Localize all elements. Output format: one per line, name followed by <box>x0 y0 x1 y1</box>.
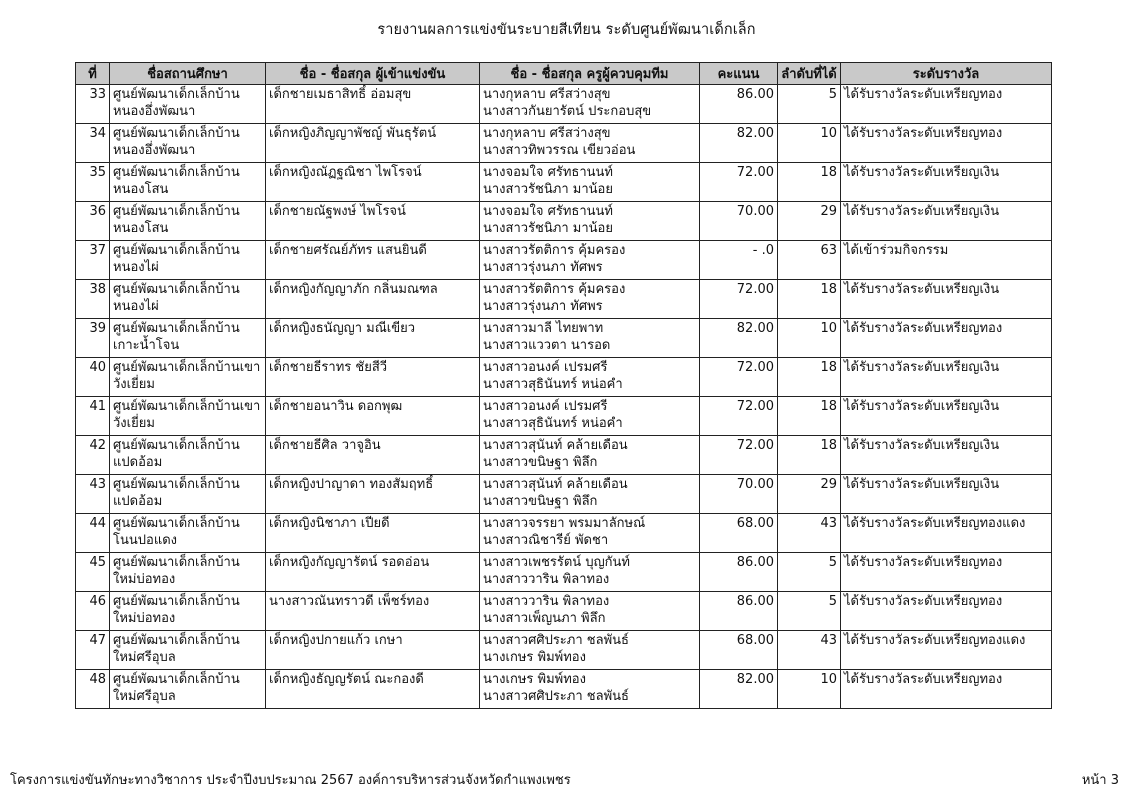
student-name: เด็กหญิงธนัญญา มณีเขียว <box>266 319 480 358</box>
row-number: 38 <box>76 280 110 319</box>
student-name: เด็กชายศรัณย์ภัทร แสนยินดี <box>266 241 480 280</box>
teacher-names <box>480 241 700 280</box>
row-number: 41 <box>76 397 110 436</box>
row-number: 37 <box>76 241 110 280</box>
table-row <box>76 358 1052 397</box>
table-row <box>76 319 1052 358</box>
rank: 18 <box>778 397 841 436</box>
school-name-line: โนนปอแดง <box>113 533 177 548</box>
rank: 43 <box>778 514 841 553</box>
teacher-name-line: นางสาวสุนันท์ คล้ายเดือน <box>483 477 628 492</box>
teacher-name-line: นางสาวขนิษฐา พิลึก <box>483 455 598 470</box>
rank: 18 <box>778 436 841 475</box>
row-number: 48 <box>76 670 110 709</box>
score: 86.00 <box>700 592 778 631</box>
school-name-line: ศูนย์พัฒนาเด็กเล็กบ้าน <box>113 321 240 336</box>
teacher-names <box>480 514 700 553</box>
rank: 10 <box>778 670 841 709</box>
table-row <box>76 553 1052 592</box>
row-number: 45 <box>76 553 110 592</box>
school-name <box>110 124 266 163</box>
teacher-name-line: นางสาววาริน พิลาทอง <box>483 594 610 609</box>
award-level: ได้เข้าร่วมกิจกรรม <box>841 241 1052 280</box>
score: 72.00 <box>700 280 778 319</box>
school-name-line: วังเยี่ยม <box>113 416 155 431</box>
student-name: เด็กหญิงกัญญาภัก กลิ่นมณฑล <box>266 280 480 319</box>
table-row <box>76 514 1052 553</box>
school-name-line: ศูนย์พัฒนาเด็กเล็กบ้านเขา <box>113 360 261 375</box>
school-name-line: ศูนย์พัฒนาเด็กเล็กบ้าน <box>113 516 240 531</box>
award-level: ได้รับรางวัลระดับเหรียญทองแดง <box>841 631 1052 670</box>
student-name: เด็กหญิงณัฏฐณิชา ไพโรจน์ <box>266 163 480 202</box>
teacher-name-line: นางสาวมาลี ไทยพาท <box>483 321 604 336</box>
school-name-line: ใหม่บ่อทอง <box>113 572 176 587</box>
row-number: 40 <box>76 358 110 397</box>
school-name <box>110 514 266 553</box>
school-name <box>110 280 266 319</box>
school-name-line: ศูนย์พัฒนาเด็กเล็กบ้านเขา <box>113 399 261 414</box>
school-name-line: หนองไผ่ <box>113 260 159 275</box>
row-number: 34 <box>76 124 110 163</box>
award-level: ได้รับรางวัลระดับเหรียญทอง <box>841 319 1052 358</box>
teacher-name-line: นางสาวรัชนิภา มาน้อย <box>483 182 613 197</box>
student-name: เด็กหญิงปกายแก้ว เกษา <box>266 631 480 670</box>
teacher-name-line: นางสาวณิชารีย์ พัดชา <box>483 533 609 548</box>
teacher-name-line: นางสาวศศิประภา ชลพันธ์ <box>483 633 629 648</box>
school-name-line: ศูนย์พัฒนาเด็กเล็กบ้าน <box>113 438 240 453</box>
table-row <box>76 397 1052 436</box>
teacher-name-line: นางสาวรัตติการ คุ้มครอง <box>483 282 626 297</box>
award-level: ได้รับรางวัลระดับเหรียญเงิน <box>841 475 1052 514</box>
school-name-line: หนองอึ่งพัฒนา <box>113 104 196 119</box>
school-name <box>110 592 266 631</box>
award-level: ได้รับรางวัลระดับเหรียญทอง <box>841 553 1052 592</box>
school-name-line: ศูนย์พัฒนาเด็กเล็กบ้าน <box>113 126 240 141</box>
teacher-name-line: นางเกษร พิมพ์ทอง <box>483 650 586 665</box>
school-name-line: ศูนย์พัฒนาเด็กเล็กบ้าน <box>113 243 240 258</box>
student-name: เด็กหญิงภิญญาพัชญ์ พันธุรัตน์ <box>266 124 480 163</box>
teacher-names <box>480 592 700 631</box>
school-name <box>110 163 266 202</box>
award-level: ได้รับรางวัลระดับเหรียญเงิน <box>841 358 1052 397</box>
teacher-name-line: นางสาวศศิประภา ชลพันธ์ <box>483 689 629 704</box>
school-name-line: ใหม่ศรีอุบล <box>113 650 176 665</box>
teacher-names <box>480 358 700 397</box>
teacher-name-line: นางกุหลาบ ศรีสว่างสุข <box>483 87 611 102</box>
student-name: เด็กหญิงปาญาดา ทองสัมฤทธิ์ <box>266 475 480 514</box>
rank: 5 <box>778 553 841 592</box>
school-name-line: ศูนย์พัฒนาเด็กเล็กบ้าน <box>113 633 240 648</box>
col-header-teacher: ชื่อ - ชื่อสกุล ครูผู้ควบคุมทีม <box>480 63 700 85</box>
student-name: เด็กหญิงนิชาภา เปียดี <box>266 514 480 553</box>
school-name-line: แปดอ้อม <box>113 494 163 509</box>
school-name <box>110 319 266 358</box>
teacher-name-line: นางสาวเพ็ญนภา พิลึก <box>483 611 606 626</box>
teacher-name-line: นางสาวแววตา นารอด <box>483 338 611 353</box>
school-name-line: ศูนย์พัฒนาเด็กเล็กบ้าน <box>113 477 240 492</box>
score: 68.00 <box>700 514 778 553</box>
school-name-line: ศูนย์พัฒนาเด็กเล็กบ้าน <box>113 165 240 180</box>
row-number: 43 <box>76 475 110 514</box>
teacher-names <box>480 85 700 124</box>
rank: 29 <box>778 202 841 241</box>
rank: 29 <box>778 475 841 514</box>
score: 68.00 <box>700 631 778 670</box>
teacher-name-line: นางเกษร พิมพ์ทอง <box>483 672 586 687</box>
school-name-line: หนองโสน <box>113 221 169 236</box>
school-name-line: ศูนย์พัฒนาเด็กเล็กบ้าน <box>113 594 240 609</box>
school-name-line: ใหม่ศรีอุบล <box>113 689 176 704</box>
student-name: เด็กชายเมธาสิทธิ์ อ่อมสุข <box>266 85 480 124</box>
school-name <box>110 85 266 124</box>
student-name: นางสาวณันทราวดี เพ็ชร์ทอง <box>266 592 480 631</box>
award-level: ได้รับรางวัลระดับเหรียญทอง <box>841 670 1052 709</box>
rank: 5 <box>778 85 841 124</box>
award-level: ได้รับรางวัลระดับเหรียญเงิน <box>841 280 1052 319</box>
table-row <box>76 280 1052 319</box>
teacher-name-line: นางสาวสุธินันทร์ หน่อคำ <box>483 377 623 392</box>
teacher-name-line: นางสาวรัตติการ คุ้มครอง <box>483 243 626 258</box>
teacher-name-line: นางจอมใจ ศรัทธานนท์ <box>483 165 614 180</box>
rank: 10 <box>778 319 841 358</box>
school-name-line: ศูนย์พัฒนาเด็กเล็กบ้าน <box>113 555 240 570</box>
score: 82.00 <box>700 319 778 358</box>
table-row <box>76 124 1052 163</box>
award-level: ได้รับรางวัลระดับเหรียญเงิน <box>841 163 1052 202</box>
score: 86.00 <box>700 85 778 124</box>
rank: 43 <box>778 631 841 670</box>
table-row <box>76 163 1052 202</box>
col-header-no: ที่ <box>76 63 110 85</box>
row-number: 44 <box>76 514 110 553</box>
table-row <box>76 436 1052 475</box>
score: 82.00 <box>700 670 778 709</box>
teacher-names <box>480 475 700 514</box>
table-row <box>76 202 1052 241</box>
school-name <box>110 670 266 709</box>
school-name-line: หนองโสน <box>113 182 169 197</box>
teacher-names <box>480 124 700 163</box>
teacher-names <box>480 163 700 202</box>
score: 70.00 <box>700 202 778 241</box>
row-number: 33 <box>76 85 110 124</box>
student-name: เด็กหญิงธัญญรัตน์ ณะกองดี <box>266 670 480 709</box>
teacher-names <box>480 319 700 358</box>
score: 86.00 <box>700 553 778 592</box>
footer-project: โครงการแข่งขันทักษะทางวิชาการ ประจำปีงบประมาณ 2567 องค์การบริหารส่วนจังหวัดกำแพงเพชร <box>10 773 571 788</box>
school-name-line: ศูนย์พัฒนาเด็กเล็กบ้าน <box>113 87 240 102</box>
school-name-line: หนองไผ่ <box>113 299 159 314</box>
teacher-name-line: นางสาวสุธินันทร์ หน่อคำ <box>483 416 623 431</box>
award-level: ได้รับรางวัลระดับเหรียญเงิน <box>841 397 1052 436</box>
teacher-name-line: นางสาวรุ่งนภา ทัศพร <box>483 299 603 314</box>
score: 82.00 <box>700 124 778 163</box>
rank: 63 <box>778 241 841 280</box>
award-level: ได้รับรางวัลระดับเหรียญทอง <box>841 592 1052 631</box>
row-number: 36 <box>76 202 110 241</box>
row-number: 46 <box>76 592 110 631</box>
teacher-names <box>480 553 700 592</box>
teacher-name-line: นางสาววาริน พิลาทอง <box>483 572 610 587</box>
teacher-names <box>480 670 700 709</box>
teacher-names <box>480 280 700 319</box>
table-row <box>76 631 1052 670</box>
teacher-name-line: นางสาวจรรยา พรมมาลักษณ์ <box>483 516 646 531</box>
school-name <box>110 241 266 280</box>
school-name <box>110 631 266 670</box>
row-number: 47 <box>76 631 110 670</box>
teacher-name-line: นางสาวอนงค์ เปรมศรี <box>483 360 608 375</box>
row-number: 35 <box>76 163 110 202</box>
score: 72.00 <box>700 436 778 475</box>
results-table <box>75 62 1052 709</box>
col-header-award: ระดับรางวัล <box>841 63 1052 85</box>
school-name-line: วังเยี่ยม <box>113 377 155 392</box>
table-row <box>76 241 1052 280</box>
student-name: เด็กชายอนาวิน ดอกพุฒ <box>266 397 480 436</box>
table-row <box>76 592 1052 631</box>
teacher-name-line: นางสาวกันยารัตน์ ประกอบสุข <box>483 104 652 119</box>
col-header-score: คะแนน <box>700 63 778 85</box>
student-name: เด็กชายธีศิล วาจูอิน <box>266 436 480 475</box>
teacher-name-line: นางสาวอนงค์ เปรมศรี <box>483 399 608 414</box>
table-row <box>76 475 1052 514</box>
rank: 10 <box>778 124 841 163</box>
score: 72.00 <box>700 163 778 202</box>
teacher-name-line: นางสาวทิพวรรณ เขียวอ่อน <box>483 143 636 158</box>
col-header-school: ชื่อสถานศึกษา <box>110 63 266 85</box>
score: 70.00 <box>700 475 778 514</box>
school-name-line: ใหม่บ่อทอง <box>113 611 176 626</box>
teacher-name-line: นางสาวรุ่งนภา ทัศพร <box>483 260 603 275</box>
school-name-line: หนองอึ่งพัฒนา <box>113 143 196 158</box>
rank: 18 <box>778 280 841 319</box>
teacher-name-line: นางสาวรัชนิภา มาน้อย <box>483 221 613 236</box>
rank: 5 <box>778 592 841 631</box>
school-name <box>110 436 266 475</box>
teacher-names <box>480 397 700 436</box>
teacher-name-line: นางสาวสุนันท์ คล้ายเดือน <box>483 438 628 453</box>
col-header-rank: ลำดับที่ได้ <box>778 63 841 85</box>
school-name <box>110 475 266 514</box>
teacher-names <box>480 202 700 241</box>
school-name <box>110 397 266 436</box>
teacher-name-line: นางสาวเพชรรัตน์ บุญกันท์ <box>483 555 630 570</box>
school-name-line: ศูนย์พัฒนาเด็กเล็กบ้าน <box>113 672 240 687</box>
school-name <box>110 202 266 241</box>
row-number: 39 <box>76 319 110 358</box>
teacher-name-line: นางจอมใจ ศรัทธานนท์ <box>483 204 614 219</box>
student-name: เด็กชายธีราทร ชัยสีวี <box>266 358 480 397</box>
teacher-name-line: นางสาวขนิษฐา พิลึก <box>483 494 598 509</box>
score: 72.00 <box>700 397 778 436</box>
table-row <box>76 85 1052 124</box>
table-row <box>76 670 1052 709</box>
score: - .0 <box>700 241 778 280</box>
col-header-student: ชื่อ - ชื่อสกุล ผู้เข้าแข่งขัน <box>266 63 480 85</box>
table-header-row <box>76 63 1052 85</box>
award-level: ได้รับรางวัลระดับเหรียญทอง <box>841 85 1052 124</box>
rank: 18 <box>778 358 841 397</box>
school-name-line: ศูนย์พัฒนาเด็กเล็กบ้าน <box>113 282 240 297</box>
table-body <box>76 85 1052 709</box>
school-name <box>110 358 266 397</box>
teacher-names <box>480 436 700 475</box>
award-level: ได้รับรางวัลระดับเหรียญทองแดง <box>841 514 1052 553</box>
page-number: หน้า 3 <box>1081 773 1119 788</box>
award-level: ได้รับรางวัลระดับเหรียญเงิน <box>841 436 1052 475</box>
school-name <box>110 553 266 592</box>
student-name: เด็กชายณัฐพงษ์ ไพโรจน์ <box>266 202 480 241</box>
score: 72.00 <box>700 358 778 397</box>
school-name-line: เกาะน้ำโจน <box>113 338 180 353</box>
page-title: รายงานผลการแข่งขันระบายสีเทียน ระดับศูนย์พัฒนาเด็กเล็ก <box>377 22 756 38</box>
school-name-line: ศูนย์พัฒนาเด็กเล็กบ้าน <box>113 204 240 219</box>
award-level: ได้รับรางวัลระดับเหรียญเงิน <box>841 202 1052 241</box>
award-level: ได้รับรางวัลระดับเหรียญทอง <box>841 124 1052 163</box>
teacher-names <box>480 631 700 670</box>
row-number: 42 <box>76 436 110 475</box>
school-name-line: แปดอ้อม <box>113 455 163 470</box>
teacher-name-line: นางกุหลาบ ศรีสว่างสุข <box>483 126 611 141</box>
student-name: เด็กหญิงกัญญารัตน์ รอดอ่อน <box>266 553 480 592</box>
rank: 18 <box>778 163 841 202</box>
